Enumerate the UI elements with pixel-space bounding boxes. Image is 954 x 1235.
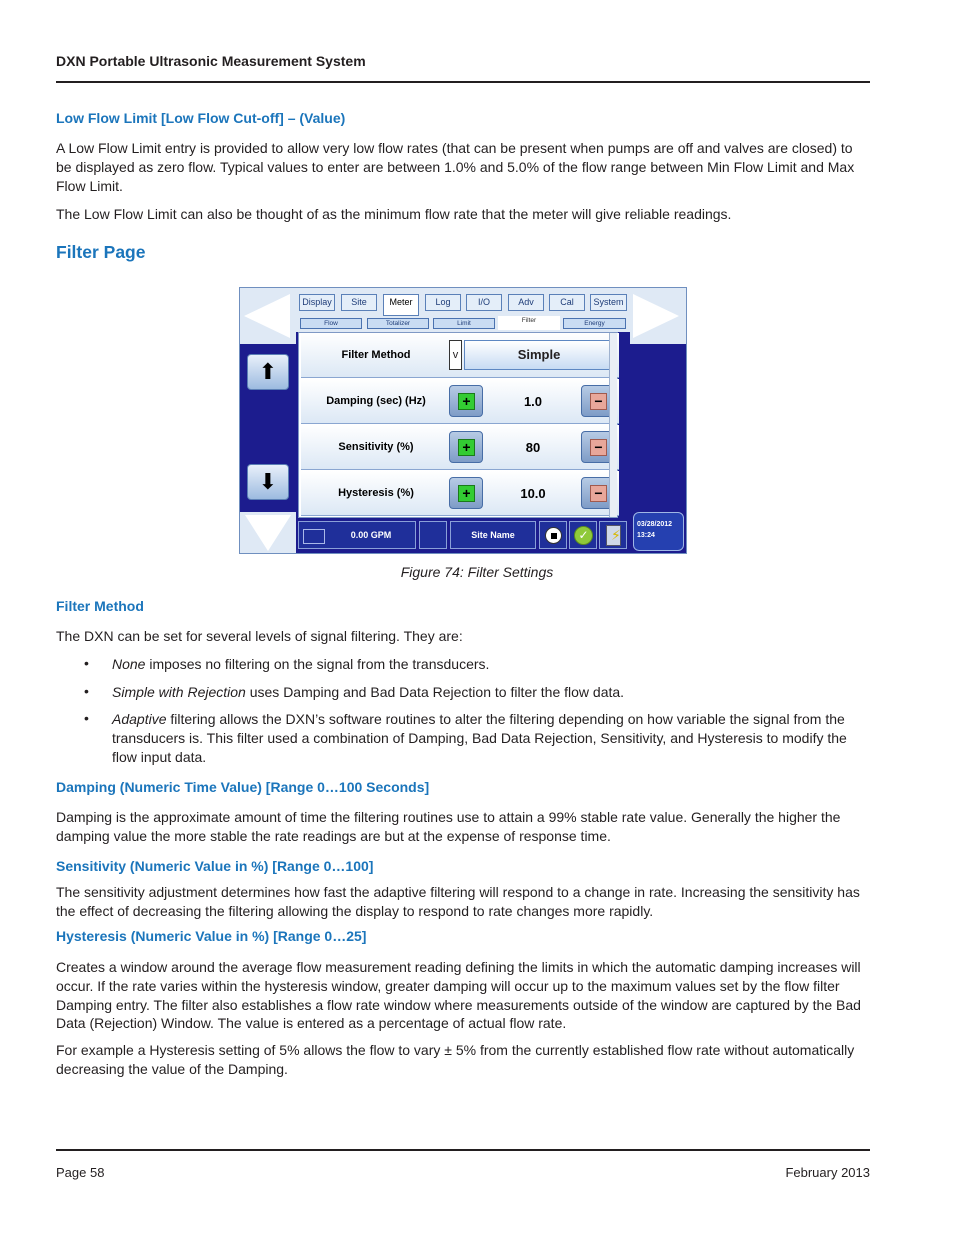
- hysteresis-heading: Hysteresis (Numeric Value in %) [Range 0…25]: [56, 928, 367, 944]
- plus-icon: +: [458, 393, 475, 410]
- panel-scrollbar[interactable]: [609, 333, 617, 517]
- tab-adv[interactable]: Adv: [508, 294, 544, 311]
- battery-bolt-icon: ⚡: [606, 525, 621, 546]
- bullet-adaptive: Adaptive filtering allows the DXN’s software routines to alter the filtering depending on how variable the signal from the transducers is. This filter used a combination of Damping, Bad Data Rejection, Sensitivity, and Hysteresis to modify the flow input data.: [112, 711, 847, 765]
- subtab-flow[interactable]: Flow: [300, 318, 362, 329]
- prev-page-arrow-icon[interactable]: [244, 294, 290, 338]
- next-page-arrow-icon[interactable]: [633, 294, 679, 338]
- sensitivity-row: [301, 425, 619, 470]
- flow-readout: [298, 521, 416, 549]
- hysteresis-row: [301, 471, 619, 516]
- damping-paragraph: Damping is the approximate amount of time the filtering routines use to attain a 99% stable rate value. Generally the higher the damping value the more stable the rate readings are but at the expense of response time.: [56, 809, 841, 844]
- tab-system[interactable]: System: [590, 294, 627, 311]
- date-text: 03/28/2012: [637, 521, 673, 528]
- damping-value: 1.0: [523, 394, 543, 409]
- hysteresis-value: 10.0: [520, 486, 546, 501]
- hysteresis-label: Hysteresis (%): [338, 487, 414, 499]
- subtab-limit[interactable]: Limit: [433, 318, 495, 329]
- plus-icon: +: [458, 439, 475, 456]
- stop-button[interactable]: [539, 521, 567, 549]
- stop-icon: [545, 527, 562, 544]
- hysteresis-paragraph-2: For example a Hysteresis setting of 5% allows the flow to vary ± 5% from the currently established flow rate without automatically decreasing the value of the Damping.: [56, 1042, 855, 1077]
- minus-icon: −: [590, 439, 607, 456]
- figure-caption: Figure 74: Filter Settings: [400, 564, 554, 580]
- bullet-marker: •: [84, 655, 89, 671]
- filter-method-intro: The DXN can be set for several levels of signal filtering. They are:: [56, 628, 463, 644]
- subtab-totalizer[interactable]: Totalizer: [367, 318, 429, 329]
- damping-heading: Damping (Numeric Time Value) [Range 0…100 Seconds]: [56, 779, 430, 795]
- scroll-down-button[interactable]: [247, 464, 289, 500]
- scroll-down-triangle-icon[interactable]: [245, 515, 291, 551]
- minus-icon: −: [590, 485, 607, 502]
- filter-method-heading: Filter Method: [56, 598, 144, 614]
- bullet-marker: •: [84, 683, 89, 699]
- subtab-energy[interactable]: Energy: [563, 318, 626, 329]
- subtab-filter[interactable]: Filter: [498, 316, 560, 330]
- flow-rate-value: 0.00 GPM: [350, 530, 392, 540]
- filter-method-dropdown-toggle[interactable]: v: [449, 340, 462, 370]
- filter-settings-screen: [239, 287, 687, 554]
- filter-settings-panel: [298, 332, 618, 518]
- filter-page-heading: Filter Page: [56, 242, 146, 262]
- damping-row: [301, 379, 619, 424]
- hysteresis-increase-button[interactable]: [449, 477, 483, 509]
- scroll-up-button[interactable]: [247, 354, 289, 390]
- low-flow-limit-heading: Low Flow Limit [Low Flow Cut-off] – (Value): [56, 110, 346, 126]
- tab-log[interactable]: Log: [425, 294, 461, 311]
- minus-icon: −: [590, 393, 607, 410]
- status-ok-button[interactable]: [569, 521, 597, 549]
- status-spacer: [419, 521, 447, 549]
- sensitivity-label: Sensitivity (%): [338, 441, 414, 453]
- signal-meter-icon: [303, 529, 325, 544]
- sensitivity-increase-button[interactable]: [449, 431, 483, 463]
- tab-meter[interactable]: Meter: [383, 294, 419, 316]
- header-rule: [56, 81, 870, 83]
- damping-label: Damping (sec) (Hz): [326, 395, 426, 407]
- sensitivity-paragraph: The sensitivity adjustment determines how fast the adaptive filtering will respond to a change in rate. Increasing the sensitivity has the effect of decreasing the filtering allowing the display to respond to rate changes more rapidly.: [56, 884, 860, 919]
- bullet-none: None imposes no filtering on the signal from the transducers.: [112, 656, 490, 672]
- plus-icon: +: [458, 485, 475, 502]
- check-icon: ✓: [574, 526, 593, 545]
- tab-display[interactable]: Display: [299, 294, 335, 311]
- tab-site[interactable]: Site: [341, 294, 377, 311]
- power-button[interactable]: [599, 521, 627, 549]
- sensitivity-heading: Sensitivity (Numeric Value in %) [Range 0…100]: [56, 858, 374, 874]
- tab-io[interactable]: I/O: [466, 294, 502, 311]
- bullet-marker: •: [84, 710, 89, 726]
- hysteresis-paragraph-1: Creates a window around the average flow measurement reading defining the limits in which the automatic damping increases will occur. If the rate varies within the hysteresis window, greater damping will occur up to the maximum values set by the flow filter Damping entry. The filter also establishes a flow rate window where measurements outside of the window are captured by the Bad Data (Rejection) Window. The value is entered as a percentage of actual flow rate.: [56, 959, 861, 1032]
- site-name-button[interactable]: Site Name: [450, 521, 536, 549]
- filter-method-label: Filter Method: [341, 349, 411, 361]
- time-text: 13:24: [637, 532, 655, 539]
- running-header: DXN Portable Ultrasonic Measurement System: [56, 53, 366, 69]
- low-flow-limit-paragraph-2: The Low Flow Limit can also be thought of as the minimum flow rate that the meter will give reliable readings.: [56, 206, 732, 222]
- sensitivity-value: 80: [525, 440, 541, 455]
- datetime-display: [633, 512, 684, 551]
- tab-cal[interactable]: Cal: [549, 294, 585, 311]
- publication-date: February 2013: [785, 1165, 870, 1180]
- up-arrow-icon: ⬆: [258, 359, 278, 384]
- page-number: Page 58: [56, 1165, 105, 1180]
- down-arrow-icon: ⬇: [258, 469, 278, 494]
- footer-rule: [56, 1149, 870, 1151]
- low-flow-limit-paragraph-1: A Low Flow Limit entry is provided to allow very low flow rates (that can be present when pumps are off and valves are closed) to be displayed as zero flow. Typical values to enter are between 1.0% and 5.0% of the flow range between Min Flow Limit and Max Flow Limit.: [56, 140, 855, 194]
- filter-method-row: [301, 333, 619, 378]
- bullet-simple-with-rejection: Simple with Rejection uses Damping and Bad Data Rejection to filter the flow data.: [112, 684, 625, 700]
- damping-increase-button[interactable]: [449, 385, 483, 417]
- filter-method-select[interactable]: Simple: [464, 340, 614, 370]
